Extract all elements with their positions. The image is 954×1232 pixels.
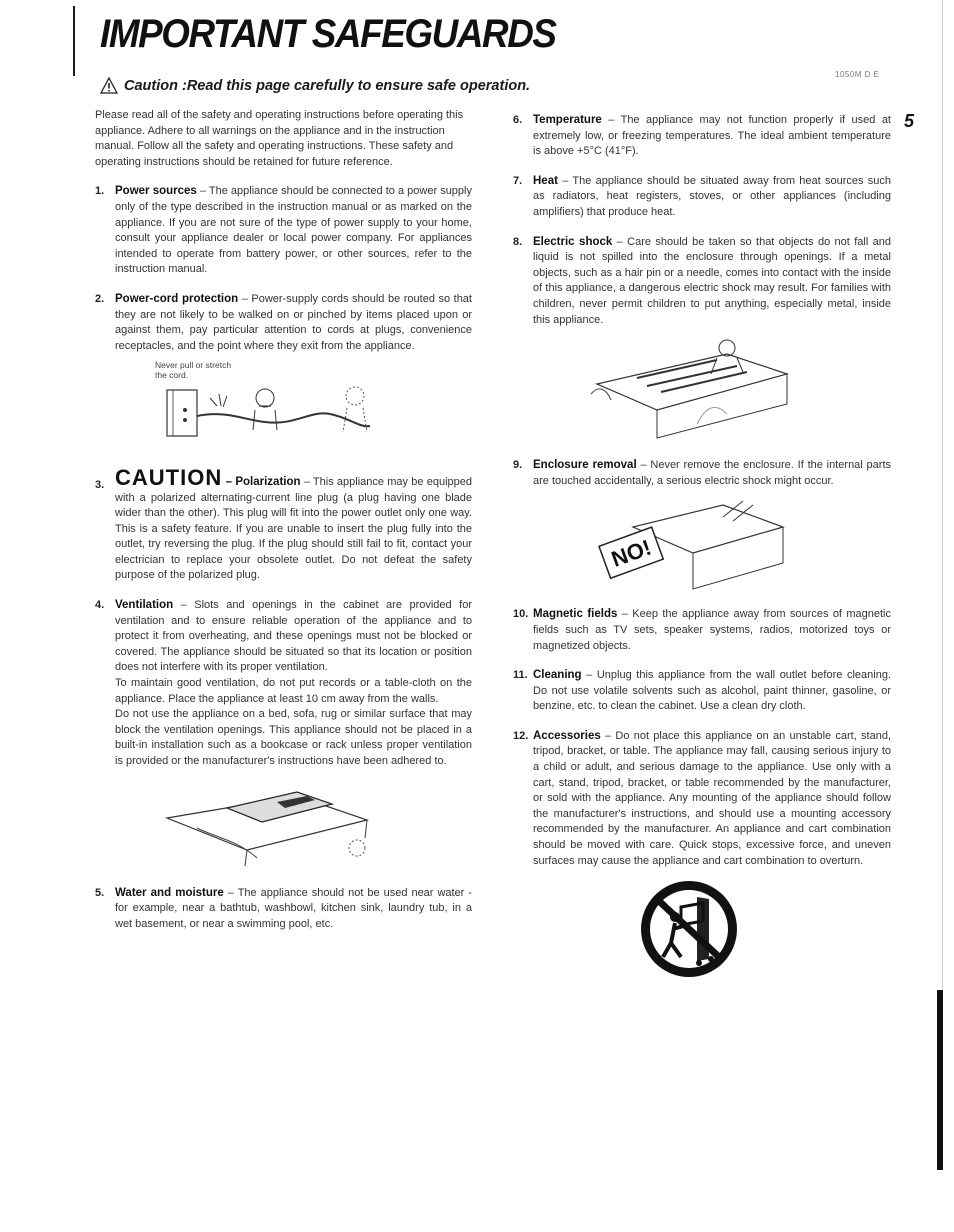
item-text: – Slots and openings in the cabinet are provided for ventilation and to ensure reliable operation of the appliance and to protect it from overheating, and these openings must not be blocked or covered. The appliance should be situated so that its location or position does not interfere with its proper ventilation. [115, 599, 472, 674]
safeguard-item-polarization [95, 464, 472, 584]
left-column [95, 108, 472, 946]
safeguard-item-ventilation [95, 598, 472, 770]
no-open-enclosure-illustration [593, 497, 793, 597]
item-number: 7. [513, 174, 523, 187]
safeguard-item-electric-shock [513, 235, 891, 329]
safeguard-item-temperature [513, 113, 891, 160]
cord-pull-illustration [155, 380, 395, 442]
item-text-3: Do not use the appliance on a bed, sofa, rug or similar surface that may block the ventilation openings. This appliance should not be placed in a built-in installation such as a bookcase or rack unless proper ventilation is provided or the manufacturer's instructions have been adhered to. [115, 708, 472, 767]
item-number: 6. [513, 114, 523, 126]
child-appliance-illustration [577, 334, 807, 444]
item-text: – Unplug this appliance from the wall outlet before cleaning. Do not use volatile solvents such as alcohol, paint thinner, gasoline, or benzine, etc. to clean the cabinet. Use a clean dry cloth. [533, 669, 891, 713]
item-text: – This appliance may be equipped with a polarized alternating-current line plug (a plug having one blade wider than the other). This plug will fit into the power outlet only one way. This is a safety feature. If you are unable to insert the plug fully into the outlet, try reversing the plug. If the plug should still fail to fit, contact your electrician to replace your obsolete outlet. Do not defeat the safety purpose of the polarized plug. [115, 475, 472, 582]
document-code: 1050M D E [835, 70, 880, 79]
item-heading: Accessories [533, 729, 601, 742]
item-text: – The appliance should not be used near water - for example, near a bathtub, washbowl, kitchen sink, laundry tub, in a wet basement, or near a swimming pool, etc. [115, 886, 472, 930]
safeguard-item-heat [513, 174, 891, 221]
item-text: – The appliance should be situated away from heat sources such as radiators, heat registers, stoves, or other appliances (including amplifiers) that produce heat. [533, 174, 891, 218]
cord-figure-caption: Never pull or stretch the cord. [155, 360, 232, 381]
item-text: – Power-supply cords should be routed so that they are not likely to be walked on or pinched by items placed upon or against them, pay particular attention to cords at plugs, convenience receptacles, and the point where they exit from the appliance. [115, 292, 472, 352]
item-number: 11. [513, 669, 528, 682]
item-number: 10. [513, 608, 529, 621]
no-sign-text: NO! [608, 534, 655, 573]
title-rule [73, 6, 75, 76]
page-number: 5 [904, 111, 915, 131]
item-text: – The appliance may not function properly if used at extremely low, or freezing temperatures. The ideal ambient temperature is above +5°C (41°F). [533, 114, 891, 158]
safeguard-item-magnetic [513, 607, 891, 654]
item-text: – Never remove the enclosure. If the internal parts are touched accidentally, a serious electric shock might occur. [533, 459, 892, 487]
item-text: – Do not place this appliance on an unstable cart, stand, tripod, bracket, or table. The appliance may fall, causing serious injury to a child or adult, and serious damage to the appliance. Use only with a cart, stand, tripod, bracket, or table recommended by the manufacturer, or sold with the appliance. Any mounting of the appliance should follow the manufacturer's instructions, and should use a mounting accessory recommended by the manufacturer. An appliance and cart combination should be moved with care. Quick stops, excessive force, and uneven surfaces may cause the appliance and cart combination to overturn. [533, 729, 891, 867]
item-heading: Magnetic fields [533, 608, 618, 621]
item-heading: Heat [533, 174, 558, 187]
item-text: – The appliance should be connected to a power supply only of the type described in the instruction manual or as marked on the appliance. If you are not sure of the type of power supply to your home, consult your appliance dealer or local power company. For appliances intended to operate from battery power, or other sources, refer to the instruction manual. [115, 185, 472, 276]
safeguard-item-power-cord [95, 292, 472, 354]
right-column [513, 113, 891, 981]
caution-banner [100, 77, 530, 95]
item-heading: Electric shock [533, 235, 613, 248]
safeguard-item-enclosure [513, 458, 891, 489]
item-heading: Cleaning [533, 669, 582, 682]
item-number: 4. [95, 599, 105, 612]
item-text-2: To maintain good ventilation, do not put records or a table-cloth on the appliance. Place the appliance at least 10 cm away from the walls. [115, 677, 472, 705]
item-heading: Ventilation [115, 599, 174, 612]
edge-bar [937, 990, 943, 1170]
item-heading: Power sources [115, 185, 197, 198]
safeguard-item-water-moisture [95, 886, 472, 933]
safeguard-item-power-sources [95, 184, 472, 278]
item-number: 1. [95, 185, 105, 198]
page-title: IMPORTANT SAFEGUARDS [100, 12, 556, 56]
item-heading: – Polarization [222, 475, 301, 488]
item-text: – Care should be taken so that objects do not fall and liquid is not spilled into the enclosure through openings. If a metal objects, such as a hair pin or a needle, comes into contact with the inside of this appliance, a dangerous electric shock may result. For families with children, never permit children to put anything, especially metal, inside this appliance. [533, 235, 891, 326]
caution-text: Caution :Read this page carefully to ensure safe operation. [124, 78, 531, 94]
item-text: – Keep the appliance away from sources of magnetic fields such as TV sets, speaker systems, radios, motorized toys or magnetized objects. [533, 608, 892, 652]
item-heading: Temperature [533, 114, 602, 126]
safeguard-item-accessories [513, 729, 891, 869]
bed-appliance-illustration [157, 778, 387, 870]
item-heading: Enclosure removal [533, 459, 637, 472]
item-number: 5. [95, 886, 105, 899]
safeguard-item-cleaning [513, 668, 891, 715]
caution-heading: CAUTION [115, 464, 223, 490]
item-heading: Water and moisture [115, 886, 224, 899]
item-number: 8. [513, 235, 523, 248]
item-number: 12. [513, 729, 529, 742]
item-number: 3. [95, 478, 105, 491]
cart-warning-icon [637, 877, 741, 981]
warning-triangle-icon [100, 77, 118, 95]
item-number: 9. [513, 459, 523, 472]
item-heading: Power-cord protection [115, 292, 239, 305]
edge-line [942, 0, 943, 990]
item-number: 2. [95, 292, 105, 305]
intro-paragraph: Please read all of the safety and operating instructions before operating this appliance. Adhere to all warnings on the appliance and in the instruction manual. Follow all the safety and operating instructions. These safety and operating instructions should be retained for future reference. [95, 109, 464, 168]
